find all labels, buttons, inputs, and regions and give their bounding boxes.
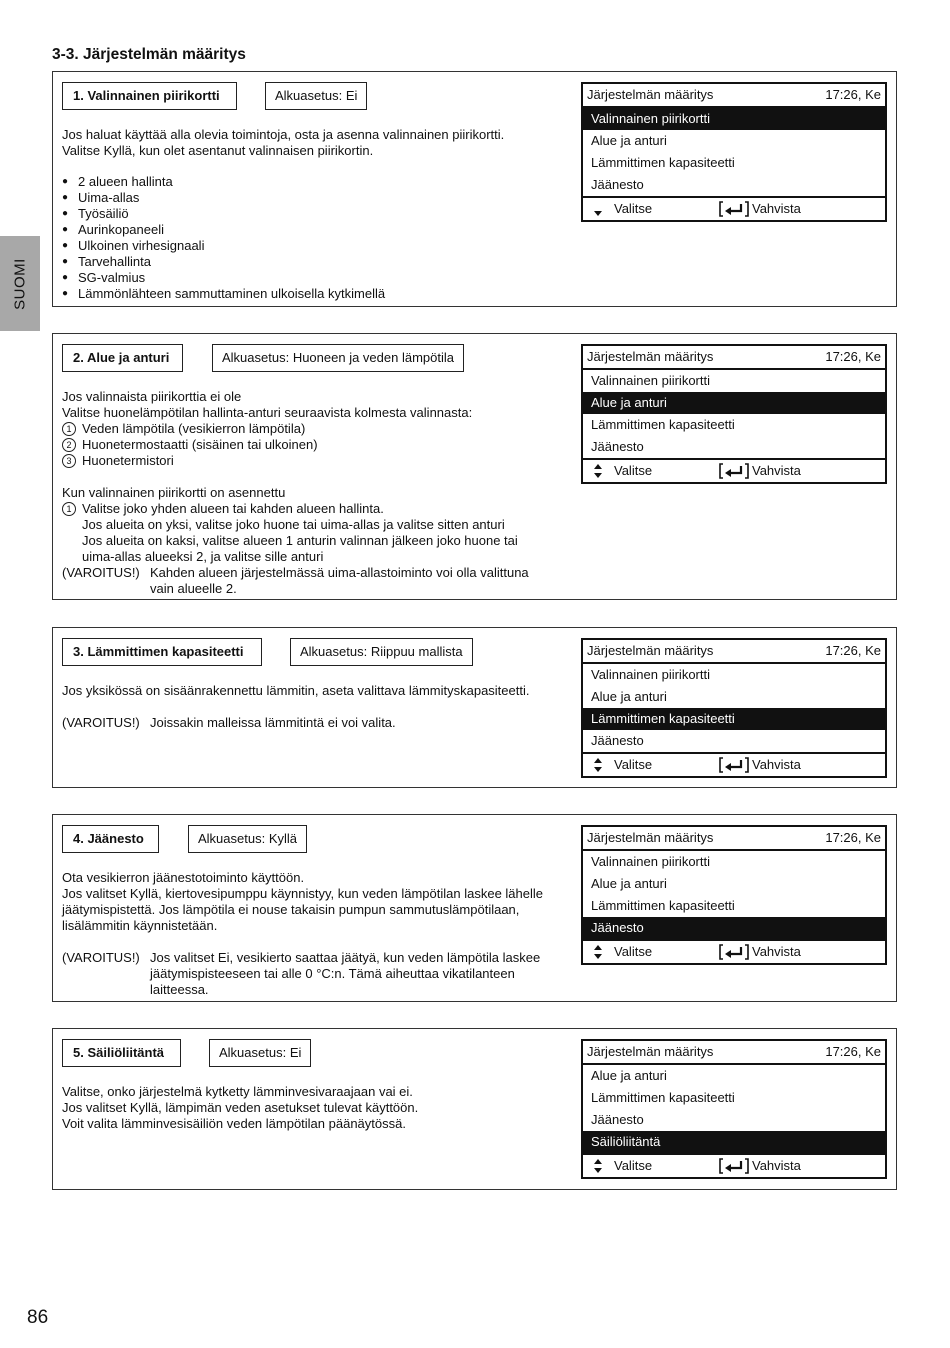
warning-label: (VAROITUS!) (62, 565, 140, 580)
warning-line: Jos valitset Ei, vesikierto saattaa jäätyä, kun veden lämpötila laskee (150, 950, 541, 965)
lcd-screen (581, 344, 887, 484)
option-text: Huonetermostaatti (sisäinen tai ulkoinen) (82, 437, 318, 452)
select-label: Valitse (614, 201, 653, 216)
lcd-time: 17:26, Ke (825, 87, 881, 102)
warning-line: Kahden alueen järjestelmässä uima-allastoiminto voi olla valittuna (150, 565, 529, 580)
lcd-menu-item[interactable]: Lämmittimen kapasiteetti (591, 898, 735, 913)
select-label: Valitse (614, 1158, 653, 1173)
section-title: 2. Alue ja anturi (62, 344, 183, 372)
lcd-footer (583, 939, 885, 963)
description-line: Valitse, onko järjestelmä kytketty lämminvesivaraajaan vai ei. (62, 1084, 413, 1099)
page-number: 86 (27, 1307, 49, 1328)
up-down-arrow-icon[interactable] (593, 757, 603, 773)
section-heater-capacity (52, 627, 897, 788)
description-line: Jos yksikössä on sisäänrakennettu lämmitin, aseta valittava lämmityskapasiteetti. (62, 683, 530, 698)
option-text: Veden lämpötila (vesikierron lämpötila) (82, 421, 306, 436)
option-row (62, 453, 572, 469)
lcd-menu-item[interactable]: Alue ja anturi (591, 133, 667, 148)
description-line: Jos alueita on yksi, valitse joko huone tai uima-allas ja valitse sitten anturi (82, 517, 505, 532)
default-setting: Alkuasetus: Riippuu mallista (290, 638, 473, 666)
lcd-time: 17:26, Ke (825, 349, 881, 364)
lcd-menu-item[interactable]: Valinnainen piirikortti (591, 373, 710, 388)
section-zone-sensor (52, 333, 897, 600)
lcd-menu-item-selected[interactable]: Lämmittimen kapasiteetti (583, 708, 885, 730)
lcd-screen (581, 82, 887, 222)
down-arrow-icon[interactable] (593, 201, 603, 217)
description-line: Voit valita lämminvesisäiliön veden lämpötilan päänäytössä. (62, 1116, 406, 1131)
warning-note (62, 565, 572, 597)
default-setting: Alkuasetus: Ei (265, 82, 367, 110)
section-freeze-protection (52, 814, 897, 1002)
option-row (62, 437, 572, 453)
lcd-time: 17:26, Ke (825, 643, 881, 658)
list-item: ● Tarvehallinta (62, 254, 572, 270)
up-down-arrow-icon[interactable] (593, 463, 603, 479)
lcd-menu-item[interactable]: Lämmittimen kapasiteetti (591, 417, 735, 432)
list-item: ● 2 alueen hallinta (62, 174, 572, 190)
lcd-header (583, 346, 885, 370)
warning-line: vain alueelle 2. (150, 581, 237, 596)
default-setting: Alkuasetus: Huoneen ja veden lämpötila (212, 344, 464, 372)
option-number: 1 (62, 422, 76, 436)
lcd-menu-item-selected[interactable]: Valinnainen piirikortti (583, 108, 885, 130)
option-number: 2 (62, 438, 76, 452)
lcd-screen (581, 825, 887, 965)
warning-line: jäätymispisteeseen tai alle 0 °C:n. Tämä aiheuttaa vikatilanteen (150, 966, 515, 981)
lcd-menu-item[interactable]: Alue ja anturi (591, 1068, 667, 1083)
option-number: 3 (62, 454, 76, 468)
description-line: Valitse Kyllä, kun olet asentanut valinnaisen piirikortin. (62, 143, 374, 158)
lcd-header (583, 640, 885, 664)
lcd-footer (583, 752, 885, 776)
lcd-footer (583, 1153, 885, 1177)
lcd-menu-item[interactable]: Alue ja anturi (591, 689, 667, 704)
option-row (62, 421, 572, 437)
confirm-label: Vahvista (752, 757, 801, 772)
side-tab-label: SUOMI (11, 257, 29, 310)
lcd-title: Järjestelmän määritys (587, 349, 714, 364)
confirm-label: Vahvista (752, 944, 801, 959)
page-heading: 3-3. Järjestelmän määritys (52, 46, 246, 63)
description-line: jäätymispistettä. Jos lämpötila ei nouse takaisin pumpun sammutuslämpötilaan, (62, 902, 520, 917)
up-down-arrow-icon[interactable] (593, 1158, 603, 1174)
lcd-menu-item[interactable]: Jäänesto (591, 733, 644, 748)
lcd-screen (581, 638, 887, 778)
enter-key-icon[interactable] (719, 944, 749, 960)
option-text: Huonetermistori (82, 453, 174, 468)
description-line: Jos valinnaista piirikorttia ei ole (62, 389, 242, 404)
section-title: 3. Lämmittimen kapasiteetti (62, 638, 262, 666)
lcd-time: 17:26, Ke (825, 1044, 881, 1059)
lcd-screen (581, 1039, 887, 1179)
lcd-menu-item-selected[interactable]: Säiliöliitäntä (583, 1131, 885, 1153)
description-line: lisälämmitin käynnistetään. (62, 918, 218, 933)
lcd-menu-item[interactable]: Valinnainen piirikortti (591, 854, 710, 869)
lcd-header (583, 1041, 885, 1065)
lcd-title: Järjestelmän määritys (587, 830, 714, 845)
confirm-label: Vahvista (752, 463, 801, 478)
list-item: ● Aurinkopaneeli (62, 222, 572, 238)
option-number: 1 (62, 502, 76, 516)
enter-key-icon[interactable] (719, 463, 749, 479)
description-line: Jos haluat käyttää alla olevia toimintoja, osta ja asenna valinnainen piirikortti. (62, 127, 505, 142)
select-label: Valitse (614, 944, 653, 959)
warning-note (62, 950, 572, 998)
lcd-menu-item[interactable]: Jäänesto (591, 1112, 644, 1127)
select-label: Valitse (614, 757, 653, 772)
list-item: ● Ulkoinen virhesignaali (62, 238, 572, 254)
warning-line: laitteessa. (150, 982, 209, 997)
description-line: uima-allas alueeksi 2, ja valitse sille anturi (82, 549, 324, 564)
default-setting: Alkuasetus: Kyllä (188, 825, 307, 853)
select-label: Valitse (614, 463, 653, 478)
lcd-menu-item[interactable]: Jäänesto (591, 177, 644, 192)
description-line: Jos alueita on kaksi, valitse alueen 1 anturin valinnan jälkeen joko huone tai (82, 533, 518, 548)
lcd-title: Järjestelmän määritys (587, 643, 714, 658)
lcd-time: 17:26, Ke (825, 830, 881, 845)
section-title: 4. Jäänesto (62, 825, 159, 853)
lcd-menu-item[interactable]: Lämmittimen kapasiteetti (591, 1090, 735, 1105)
feature-list (62, 174, 572, 302)
warning-label: (VAROITUS!) (62, 715, 140, 730)
description-line: Ota vesikierron jäänestotoiminto käyttöön. (62, 870, 305, 885)
description-line: Jos valitset Kyllä, kiertovesipumppu käynnistyy, kun veden lämpötilan laskee lähelle (62, 886, 544, 901)
list-item: ● Lämmönlähteen sammuttaminen ulkoisella kytkimellä (62, 286, 572, 302)
lcd-menu-item-selected[interactable]: Alue ja anturi (583, 392, 885, 414)
lcd-header (583, 84, 885, 108)
section-title: 1. Valinnainen piirikortti (62, 82, 237, 110)
lcd-menu-item[interactable]: Alue ja anturi (591, 876, 667, 891)
description-line: Valitse huonelämpötilan hallinta-anturi seuraavista kolmesta valinnasta: (62, 405, 473, 420)
section-optional-board (52, 71, 897, 307)
language-side-tab (0, 236, 40, 331)
board-heading: Kun valinnainen piirikortti on asennettu (62, 485, 286, 500)
lcd-menu-item[interactable]: Valinnainen piirikortti (591, 667, 710, 682)
enter-key-icon[interactable] (719, 201, 749, 217)
lcd-menu-item-selected[interactable]: Jäänesto (583, 917, 885, 939)
option-text: Valitse joko yhden alueen tai kahden alueen hallinta. (82, 501, 384, 516)
enter-key-icon[interactable] (719, 1158, 749, 1174)
warning-line: Joissakin malleissa lämmitintä ei voi valita. (150, 715, 396, 730)
lcd-footer (583, 458, 885, 482)
confirm-label: Vahvista (752, 1158, 801, 1173)
lcd-title: Järjestelmän määritys (587, 1044, 714, 1059)
section-tank-connection (52, 1028, 897, 1190)
enter-key-icon[interactable] (719, 757, 749, 773)
list-item: ● Uima-allas (62, 190, 572, 206)
section-title: 5. Säiliöliitäntä (62, 1039, 181, 1067)
list-item: ● Työsäiliö (62, 206, 572, 222)
warning-note (62, 715, 572, 731)
confirm-label: Vahvista (752, 201, 801, 216)
list-item: ● SG-valmius (62, 270, 572, 286)
lcd-header (583, 827, 885, 851)
warning-label: (VAROITUS!) (62, 950, 140, 965)
lcd-footer (583, 196, 885, 220)
lcd-title: Järjestelmän määritys (587, 87, 714, 102)
lcd-menu-item[interactable]: Lämmittimen kapasiteetti (591, 155, 735, 170)
lcd-menu-item[interactable]: Jäänesto (591, 439, 644, 454)
option-row (62, 501, 572, 517)
default-setting: Alkuasetus: Ei (209, 1039, 311, 1067)
up-down-arrow-icon[interactable] (593, 944, 603, 960)
description-line: Jos valitset Kyllä, lämpimän veden asetukset tulevat käyttöön. (62, 1100, 419, 1115)
